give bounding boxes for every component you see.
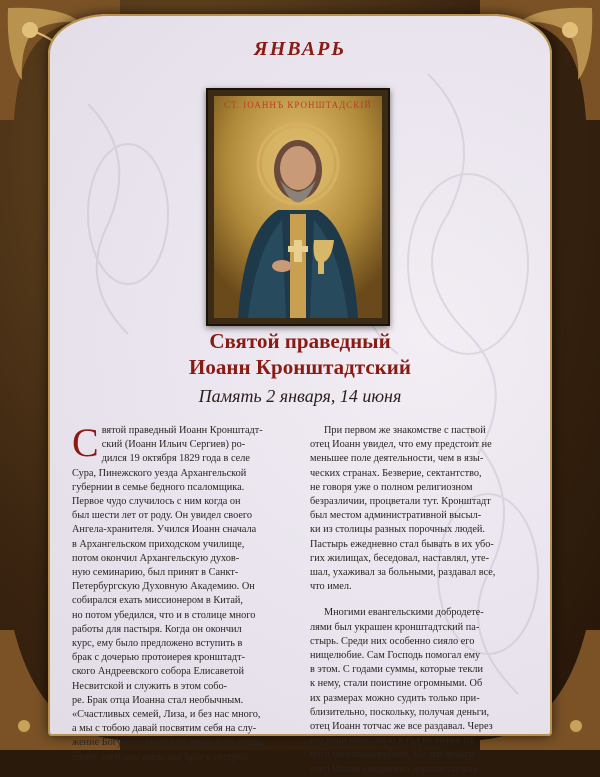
text-line: «Счастливых семей, Лиза, и без нас много, — [72, 709, 261, 721]
text-line: ки из столицы разных порочных людей. — [310, 524, 485, 536]
text-line: работы для пастыря. Когда он окончил — [72, 623, 242, 635]
text-line: в этом. С годами суммы, которые текли — [310, 664, 483, 676]
text-line: близительно, поскольку, получая деньги, — [310, 706, 490, 718]
text-line: ного миллиона рублей. На эти деньги — [310, 749, 475, 761]
text-line: ческих странах. Безверие, сектантство, — [310, 467, 482, 479]
content-panel — [48, 14, 552, 775]
text-line: но потом убедился, что и в столице много — [72, 609, 256, 621]
text-line: был местом административной высыл- — [310, 510, 482, 522]
text-line: отец Иоанн тотчас же все раздавал. Через — [310, 721, 493, 733]
text-line: ского Андреевского собора Елисаветой — [72, 666, 245, 678]
saint-title-line2: Иоанн Кронштадтский — [189, 355, 411, 379]
text-line: Ангела-хранителя. Учился Иоанн сначала — [72, 524, 257, 536]
text-line: вятой праведный Иоанн Кронштадт- — [101, 425, 263, 436]
paragraph-gap — [310, 594, 528, 606]
text-line: Первое чудо случилось с ним когда он — [72, 496, 241, 508]
text-line: курс, ему было предложено вступить в — [72, 638, 243, 650]
text-line: При первом же знакомстве с паствой — [324, 425, 486, 436]
text-line: меньшее поле деятельности, чем в язы- — [310, 453, 484, 465]
text-column-right — [310, 424, 528, 777]
text-line: ную семинарию, был принят в Санкт- — [72, 567, 239, 579]
text-line: брак с дочерью протоиерея кронштадт- — [72, 652, 246, 664]
text-line: Пастырь ежедневно стал бывать в их убо- — [310, 538, 494, 550]
text-line: Петербургскую Духовную Академию. Он — [72, 581, 255, 593]
icon-inscription: СТ. ІОАННЪ КРОНШТАДСКІЙ — [224, 100, 372, 110]
text-line: нищелюбие. Сам Господь помогал ему — [310, 650, 481, 662]
memory-dates: Память 2 января, 14 июня — [198, 386, 402, 406]
text-line: а мы с тобою давай посвятим себя на слу- — [72, 723, 257, 735]
paragraph-right-2 — [310, 606, 528, 776]
saint-icon-image — [206, 88, 390, 326]
text-column-left — [72, 420, 290, 765]
text-line: отец Иоанн увидел, что ему предстоит не — [310, 439, 492, 451]
text-line: его руки проходило в год не менее од- — [310, 735, 477, 747]
text-line: губернии в семье бедного псаломщика. — [72, 481, 245, 493]
month-heading: ЯНВАРЬ — [253, 38, 347, 60]
paragraph-right-1 — [310, 424, 528, 594]
text-line: шал, ухаживал за больными, раздавал все, — [310, 567, 496, 579]
text-line: Многими евангельскими добродете- — [324, 607, 484, 619]
text-line: не говоря уже о полном религиозном — [310, 481, 473, 493]
text-line: Сура, Пинежского уезда Архангельской — [72, 467, 247, 479]
text-line: своих дней они жили как брат с сестрой. — [72, 751, 251, 763]
text-line: что имел. — [310, 581, 352, 593]
text-line: ский (Иоанн Ильич Сергиев) ро- — [101, 439, 246, 451]
text-line: Несвитской и служить в этом собо- — [72, 680, 228, 692]
text-line: безразличии, процветали тут. Кронштадт — [310, 496, 491, 508]
saint-title-line1: Святой праведный — [209, 329, 391, 353]
paragraph-left — [72, 420, 290, 765]
text-line: в Архангельском приходском училище, — [72, 538, 245, 550]
text-line: стырь. Среди них особенно сияло его — [310, 635, 475, 647]
text-line: ре. Брак отца Иоанна стал необычным. — [72, 694, 244, 706]
text-line: к нему, стали поистине огромными. Об — [310, 678, 483, 690]
text-line: собирался ехать миссионером в Китай, — [72, 595, 244, 607]
text-line: дился 19 октября 1829 года в селе — [101, 453, 250, 465]
text-line: потом окончил Архангельскую духов- — [72, 552, 240, 564]
saint-portrait-icon — [208, 90, 388, 324]
text-line: жение Богу», — сказал он жене, и до конца — [72, 737, 263, 749]
text-line: был шести лет от роду. Он увидел своего — [72, 510, 253, 522]
drop-cap: С — [72, 420, 99, 465]
text-line: их размерах можно судить только при- — [310, 692, 480, 704]
text-line: гих жилищах, беседовал, наставлял, уте- — [310, 552, 490, 564]
text-line: лями был украшен кронштадтский па- — [310, 621, 480, 633]
text-line: отец Иоанн ежедневно кормил тысячу — [310, 763, 478, 775]
